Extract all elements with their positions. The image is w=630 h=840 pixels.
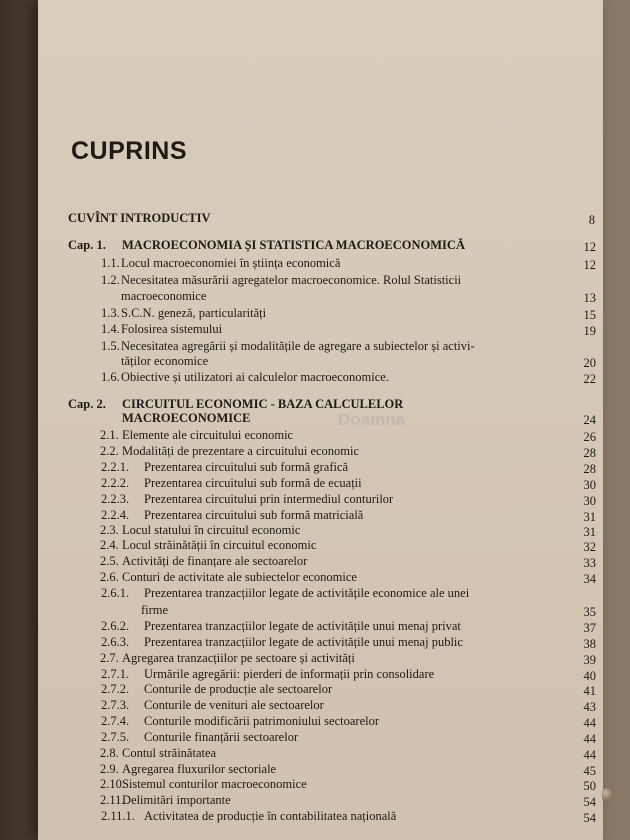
toc-entry-page: 44 [583,732,596,746]
toc-entry-number: 2.2.2. [101,476,130,490]
toc-entry-number: 2.1. [100,428,119,442]
toc-entry-title: Necesitatea măsurării agregatelor macroeconomice. Rolul Statisticii [121,273,462,287]
toc-entry-title: Sistemul conturilor macroeconomice [122,777,307,791]
toc-entry-title: Prezentarea circuitului sub formă de ecuații [144,476,362,490]
toc-entry-title: Activitatea de producție în contabilitatea națională [144,809,397,823]
toc-entry-title: Conturile modificării patrimoniului sectoarelor [144,714,380,728]
toc-intro-page: 8 [588,213,595,227]
toc-entry-title: Urmările agregării: pierderi de informații prin consolidare [144,667,435,681]
toc-entry-number: 2.6.3. [101,635,130,649]
toc-entry-number: 2.11.1. [101,809,135,823]
toc-entry-page: 32 [583,540,596,554]
toc-entry-page: 31 [583,525,596,539]
toc-entry-number: 2.10. [100,777,125,791]
toc-entry-page: 30 [583,494,596,508]
toc-entry-number: 2.11. [100,793,125,807]
toc-entry-title: tăților economice [121,354,209,368]
toc-entry-title: Conturile de venituri ale sectoarelor [144,698,324,712]
toc-entry-page: 24 [583,413,596,427]
toc-entry-title: Prezentarea circuitului prin intermediul conturilor [144,492,394,506]
toc-entry-page: 31 [583,510,596,524]
toc-entry-page: 33 [583,556,596,570]
toc-entry-page: 43 [583,700,596,714]
toc-entry-title: Locul statului în circuitul economic [122,523,301,537]
toc-entry-title: Locul macroeconomiei în știința economică [121,256,341,270]
toc-entry-title: CIRCUITUL ECONOMIC - BAZA CALCULELOR [122,397,404,411]
toc-entry-page: 41 [583,684,596,698]
toc-entry-number: 1.6. [101,370,120,384]
toc-entry-page: 35 [583,605,596,619]
toc-entry-title: Prezentarea tranzacțiilor legate de activitățile unui menaj privat [144,619,461,633]
toc-entry-page: 38 [583,637,596,651]
toc-entry-title: MACROECONOMIA ȘI STATISTICA MACROECONOMICĂ [122,238,465,252]
toc-entry-title: Contul străinătatea [122,746,217,760]
toc-entry-page: 37 [583,621,596,635]
toc-entry-page: 54 [583,795,596,809]
toc-entry-title: Obiective și utilizatori ai calculelor macroeconomice. [121,370,389,384]
toc-entry-number: 2.7. [100,651,119,665]
toc-entry-title: Conturile de producție ale sectoarelor [144,682,333,696]
toc-entry-title: Activități de finanțare ale sectoarelor [122,554,308,568]
toc-entry-number: 1.2. [101,273,120,287]
toc-entry-number: 2.2.4. [101,508,130,522]
toc-entry-number: 2.3. [100,523,119,537]
toc-entry-number: 2.7.4. [101,714,130,728]
toc-entry-page: 28 [583,446,596,460]
toc-entry-page: 22 [583,372,596,386]
toc-entry-page: 45 [583,764,596,778]
toc-entry-title: Conturi de activitate ale subiectelor economice [122,570,357,584]
toc-entry-number: 1.5. [101,339,120,353]
toc-entry-page: 34 [583,572,596,586]
toc-entry-title: Prezentarea circuitului sub formă grafică [144,460,349,474]
toc-entry-number: 2.4. [100,538,119,552]
toc-entry-number: 2.6.2. [101,619,130,633]
toc-entry-page: 13 [583,291,596,305]
toc-entry-number: 2.2.1. [101,460,130,474]
toc-entry-number: 2.5. [100,554,119,568]
toc-intro-label: CUVÎNT INTRODUCTIV [68,211,211,225]
page-title: CUPRINS [71,137,188,165]
toc-entry-number: 2.9. [100,762,119,776]
toc-entry-page: 28 [583,462,596,476]
toc-entry-page: 20 [583,356,596,370]
toc-entry-title: S.C.N. geneză, particularități [121,306,267,320]
toc-entry-page: 30 [583,478,596,492]
toc-entry-page: 40 [583,669,596,683]
toc-entry-title: Elemente ale circuitului economic [122,428,294,442]
toc-entry-title: Prezentarea circuitului sub formă matricială [144,508,364,522]
toc-entry-number: 2.2. [100,444,119,458]
toc-entry-number: 2.7.1. [101,667,130,681]
toc-entry-number: 2.2.3. [101,492,130,506]
toc-entry-page: 12 [583,258,596,272]
table-of-contents [38,0,603,840]
toc-entry-title: Folosirea sistemului [121,322,223,336]
toc-entry-title: Modalități de prezentare a circuitului economic [122,444,360,458]
page-pin [602,788,611,802]
toc-entry-number: 1.1. [101,256,120,270]
toc-entry-page: 44 [583,716,596,730]
toc-entry-number: Cap. 1. [68,238,106,252]
toc-entry-page: 15 [583,308,596,322]
toc-entry-title: Agregarea fluxurilor sectoriale [122,762,277,776]
toc-entry-title: Necesitatea agregării și modalitățile de agregare a subiectelor și activi- [121,339,475,353]
toc-entry-page: 26 [583,430,596,444]
toc-entry-number: 2.7.5. [101,730,130,744]
toc-entry-title: MACROECONOMICE [122,411,251,425]
book-page [38,0,603,840]
toc-entry-number: 1.3. [101,306,120,320]
toc-entry-page: 44 [583,748,596,762]
toc-entry-number: 2.6. [100,570,119,584]
toc-entry-number: Cap. 2. [68,397,106,411]
toc-entry-page: 39 [583,653,596,667]
toc-entry-title: Prezentarea tranzacțiilor legate de activitățile economice ale unei [144,586,470,600]
toc-entry-number: 2.8. [100,746,119,760]
watermark: Doamna [338,410,406,429]
toc-entry-title: macroeconomice [121,289,207,303]
toc-entry-page: 12 [583,240,596,254]
toc-entry-number: 1.4. [101,322,120,336]
toc-entry-title: Agregarea tranzacțiilor pe sectoare și activități [122,651,355,665]
toc-entry-number: 2.6.1. [101,586,130,600]
toc-entry-number: 2.7.3. [101,698,130,712]
toc-entry-title: Delimitări importante [122,793,231,807]
toc-entry-number: 2.7.2. [101,682,130,696]
toc-entry-page: 54 [583,811,596,825]
toc-entry-page: 19 [583,324,596,338]
toc-entry-page: 50 [583,779,596,793]
toc-entry-title: Locul străinătății în circuitul economic [122,538,317,552]
toc-entry-title: Prezentarea tranzacțiilor legate de activitățile unui menaj public [144,635,463,649]
toc-entry-title: firme [141,603,169,617]
toc-entry-title: Conturile finanțării sectoarelor [144,730,299,744]
